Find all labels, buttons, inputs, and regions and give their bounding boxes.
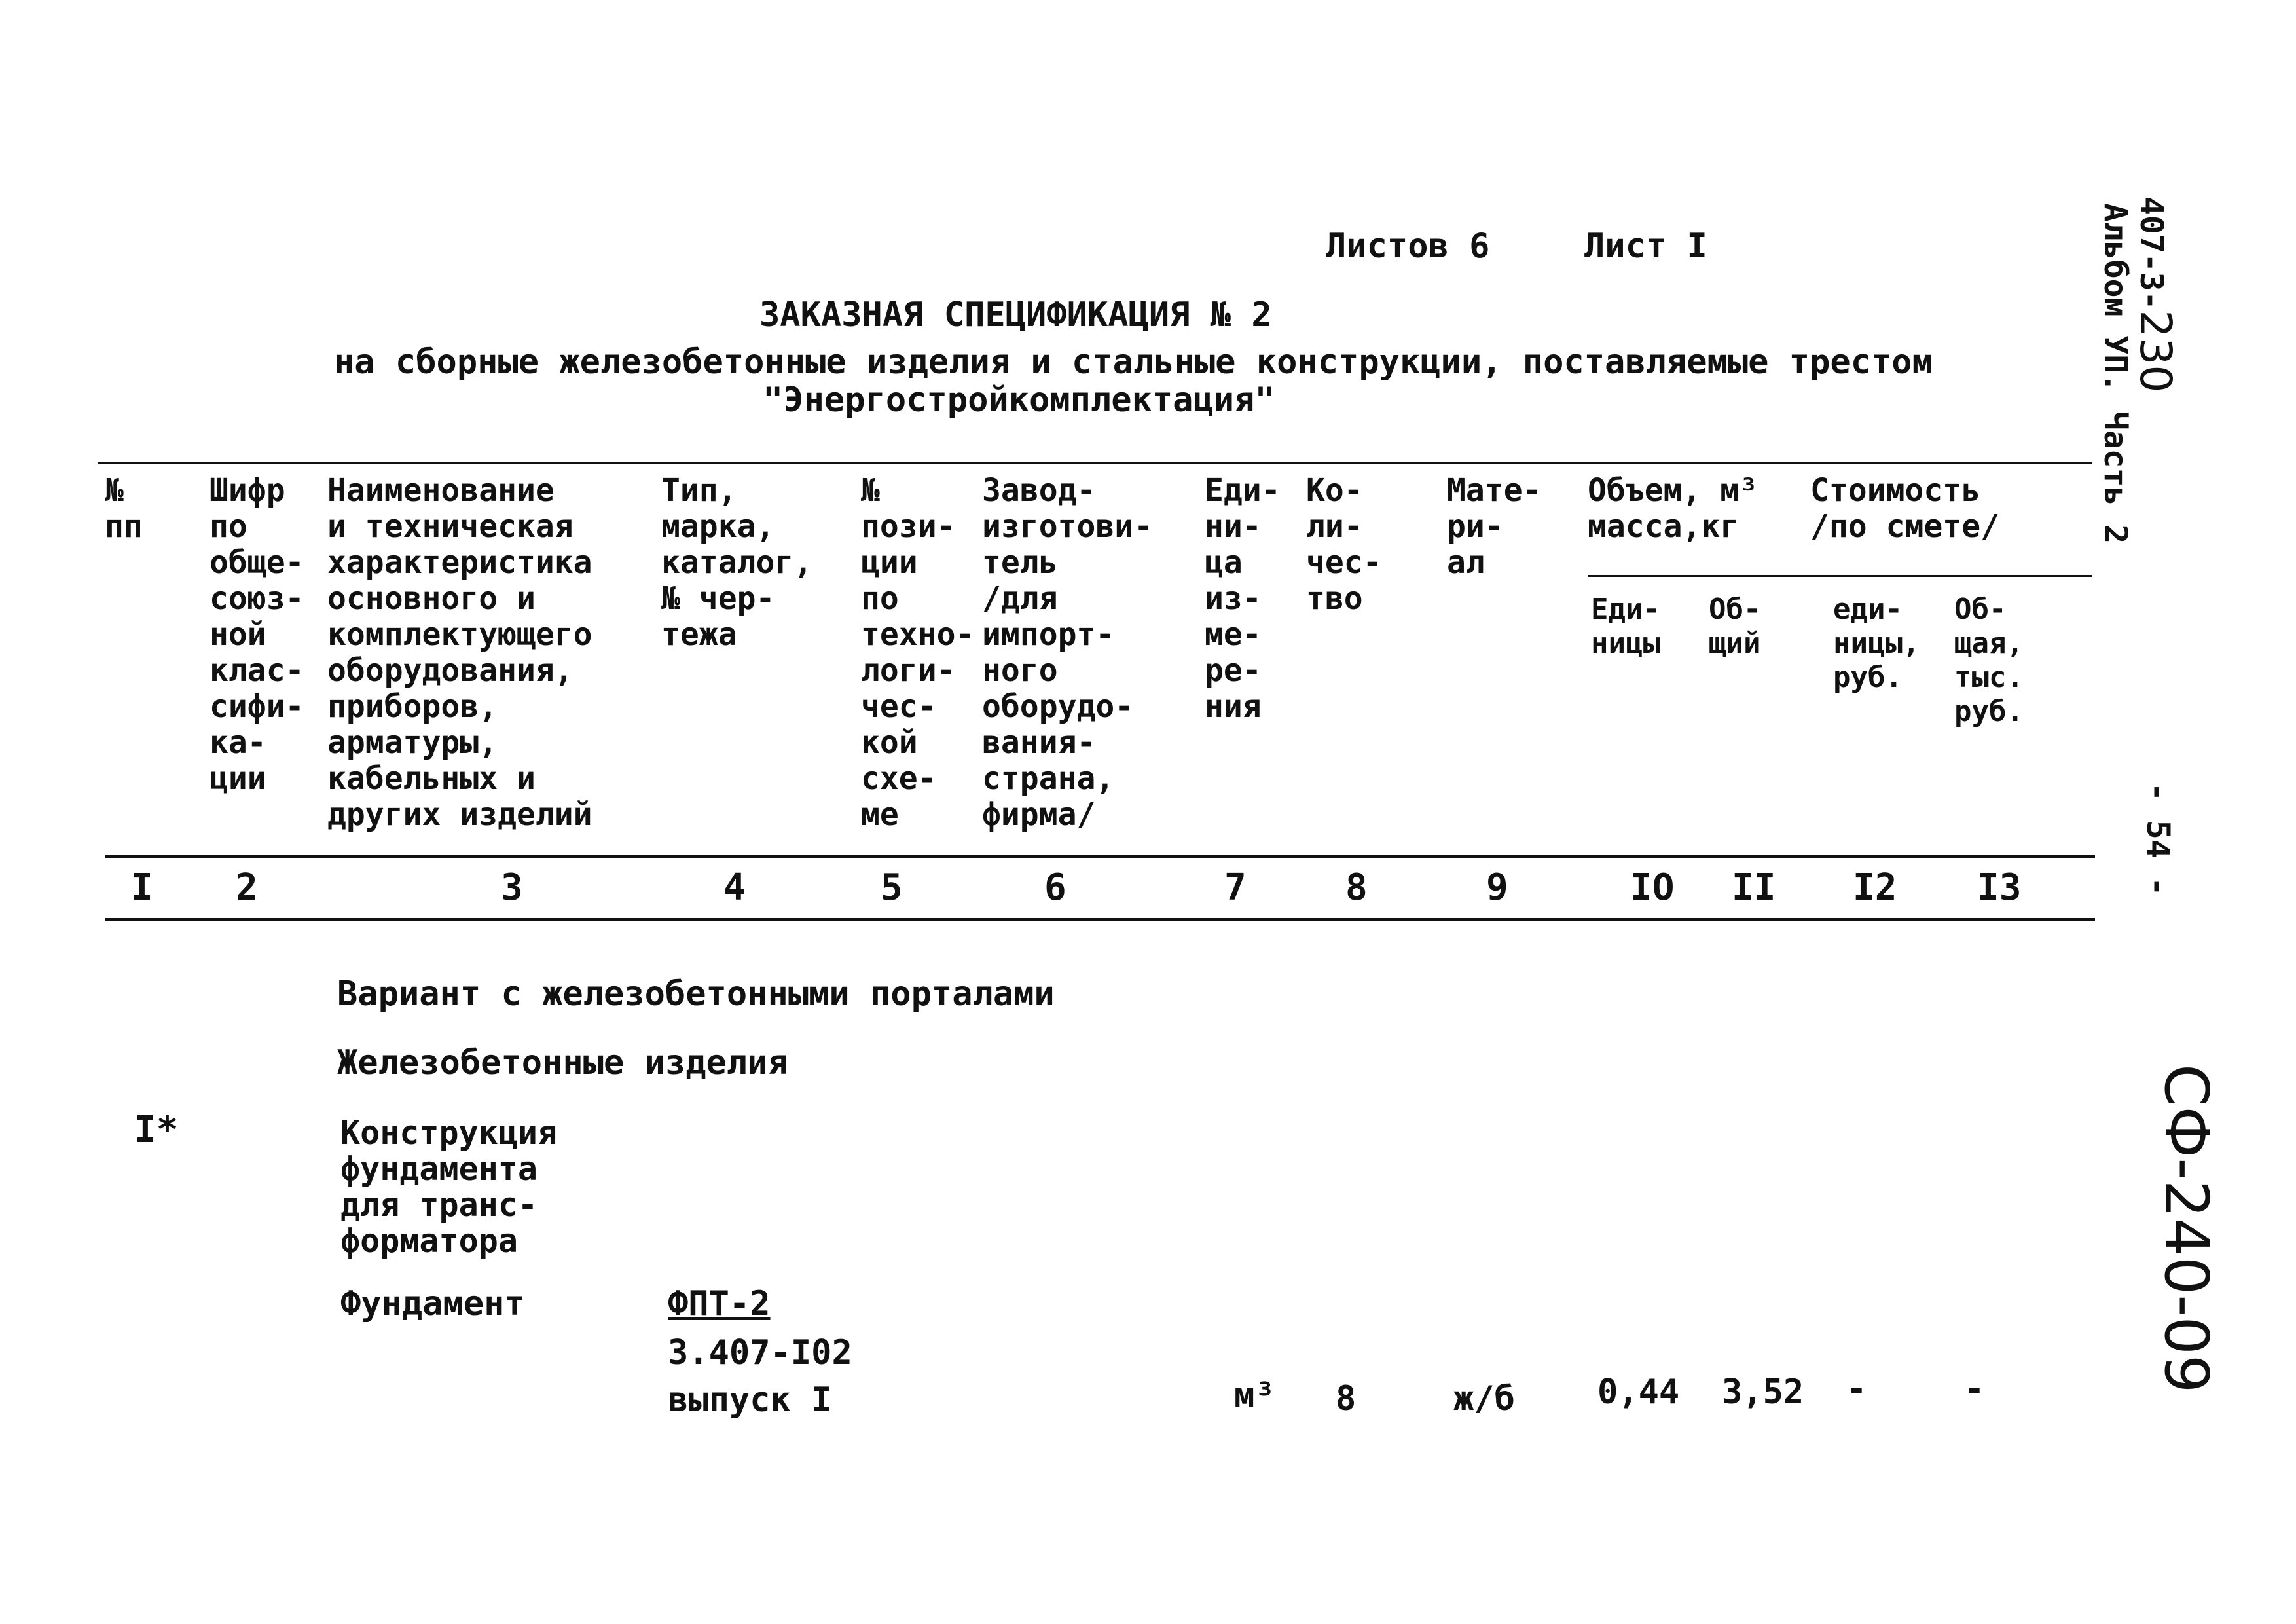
document-subtitle-trust: "Энергостройкомплектация"	[763, 380, 1275, 420]
sheets-count: Листов 6	[1326, 227, 1490, 266]
col-number-13: I3	[1977, 866, 2022, 909]
group-divider-rule	[1588, 575, 2092, 577]
sheet-number: Лист I	[1584, 227, 1707, 266]
col-header-1: № пп	[105, 472, 143, 545]
col-header-4: Тип, марка, каталог, № чер- тежа	[661, 472, 813, 653]
col-header-8: Ко- ли- чес- тво	[1306, 472, 1382, 617]
row-name: Фундамент	[340, 1284, 525, 1323]
col-number-5: 5	[881, 866, 903, 909]
col-number-2: 2	[236, 866, 258, 909]
col-header-12: еди- ницы, руб.	[1833, 593, 1920, 694]
row-volume-unit: 0,44	[1597, 1373, 1680, 1412]
col-number-7: 7	[1224, 866, 1247, 909]
variant-title: Вариант с железобетонными порталами	[337, 974, 1055, 1014]
col-number-1: I	[131, 866, 153, 909]
col-header-3: Наименование и техническая характеристика основного и комплектующего оборудования, приборов, арматуры, кабельных и других изделий	[327, 472, 592, 833]
col-number-3: 3	[501, 866, 523, 909]
col-header-2: Шифр по обще- союз- ной клас- сифи- ка- ции	[210, 472, 304, 797]
handwritten-stamp: СФ-240-09	[2151, 1064, 2221, 1393]
page-number: - 54 -	[2140, 783, 2176, 896]
col-header-5: № пози- ции по техно- логи- чес- кой схе- ме	[861, 472, 975, 833]
col-header-7: Еди- ни- ца из- ме- ре- ния	[1205, 472, 1281, 725]
col-number-6: 6	[1044, 866, 1066, 909]
row-material: ж/б	[1453, 1379, 1515, 1418]
col-header-6: Завод- изготови- тель /для импорт- ного оборудо- вания- страна, фирма/	[982, 472, 1153, 833]
album-code	[2130, 196, 2181, 393]
col-number-4: 4	[723, 866, 746, 909]
row-quantity: 8	[1336, 1379, 1357, 1418]
section-title: Железобетонные изделия	[337, 1043, 788, 1082]
col-number-9: 9	[1486, 866, 1508, 909]
row-catalog-2: выпуск I	[668, 1380, 832, 1420]
col-group-cost: Стоимость /по смете/	[1810, 472, 1999, 545]
row-mark: ФПТ-2	[668, 1284, 771, 1323]
album-code-printed: 407-3-	[2133, 196, 2170, 310]
header-bottom-rule	[105, 855, 2095, 858]
row-catalog-1: 3.407-I02	[668, 1333, 852, 1373]
row-cost-total: -	[1964, 1369, 1985, 1409]
col-group-volume: Объем, м³ масса,кг	[1588, 472, 1758, 545]
row-unit: м³	[1234, 1376, 1275, 1415]
item-name: Конструкция фундамента для транс- форматора	[340, 1114, 558, 1260]
album-part: Альбом УП. Часть 2	[2097, 203, 2134, 544]
col-header-11: Об- щий	[1709, 593, 1761, 660]
document-title: ЗАКАЗНАЯ СПЕЦИФИКАЦИЯ № 2	[759, 295, 1272, 335]
row-cost-unit: -	[1846, 1369, 1867, 1409]
item-number: I*	[134, 1109, 179, 1151]
row-volume-total: 3,52	[1722, 1373, 1804, 1412]
col-number-10: IO	[1630, 866, 1675, 909]
col-number-12: I2	[1853, 866, 1897, 909]
col-header-10: Еди- ницы	[1591, 593, 1660, 660]
col-header-9: Мате- ри- ал	[1447, 472, 1542, 581]
column-numbers-rule	[105, 918, 2095, 921]
col-header-13: Об- щая, тыс. руб.	[1954, 593, 2024, 728]
album-code-handwritten: 230	[2130, 310, 2181, 393]
table-top-rule	[98, 462, 2092, 464]
col-number-8: 8	[1345, 866, 1368, 909]
document-subtitle: на сборные железобетонные изделия и стальные конструкции, поставляемые трестом	[334, 342, 1933, 382]
col-number-11: II	[1732, 866, 1776, 909]
